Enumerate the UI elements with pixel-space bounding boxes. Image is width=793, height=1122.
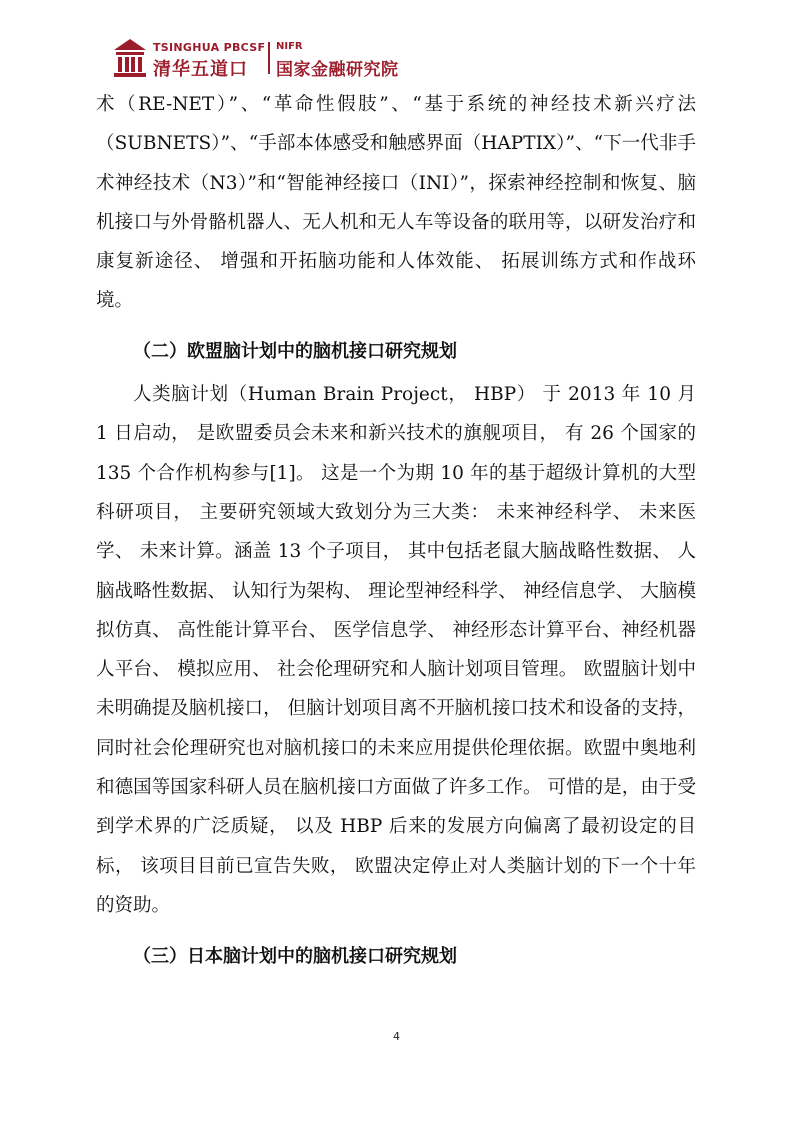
nifr-english: NIFR (276, 41, 303, 52)
paragraph-hbp: 人类脑计划（Human Brain Project， HBP） 于 2013 年 10 月 1 日启动， 是欧盟委员会未来和新兴技术的旗舰项目， 有 26 个国家的 135 个合作机构参与[1]。 这是一个为期 10 年的基于超级计算机的大型科研项目， 主要研究领域大致划分为三大类： 未来神经科学、 未来医学、 未来计算。涵盖 13 个子项目， 其中包括老鼠大脑战略性数据、 人脑战略性数据、 认知行为架构、 理论型神经科学、 神经信息学、 大脑模拟仿真、 高性能计算平台、 医学信息学、 神经形态计算平台、神经机器人平台、 模拟应用、 社会伦理研究和人脑计划项目管理。 欧盟脑计划中未明确提及脑机接口， 但脑计划项目离不开脑机接口技术和设备的支持， 同时社会伦理研究也对脑机接口的未来应用提供伦理依据。欧盟中奥地利和德国等国家科研人员在脑机接口方面做了许多工作。 可惜的是，由于受到学术界的广泛质疑， 以及 HBP 后来的发展方向偏离了最初设定的目标， 该项目目前已宣告失败， 欧盟决定停止对人类脑计划的下一个十年的资助。 (96, 384, 696, 916)
document-body (96, 85, 696, 977)
page-number: 4 (393, 1030, 400, 1043)
section-heading-eu: （二）欧盟脑计划中的脑机接口研究规划 (133, 340, 457, 362)
page-header (113, 38, 433, 78)
logo-chinese: 清华五道口 (153, 59, 248, 80)
paragraph-darpa-continued: 术（RE-NET）”、“革命性假肢”、“基于系统的神经技术新兴疗法（SUBNETS）”、“手部本体感受和触感界面（HAPTIX）”、“下一代非手术神经技术（N3）”和“智能神经接口（INI）”，探索神经控制和恢复、脑机接口与外骨骼机器人、无人机和无人车等设备的联用等，以研发治疗和康复新途径、 增强和开拓脑功能和人体效能、 拓展训练方式和作战环境。 (96, 94, 696, 312)
section-heading-japan: （三）日本脑计划中的脑机接口研究规划 (133, 946, 457, 968)
nifr-chinese: 国家金融研究院 (276, 60, 399, 80)
logo-english: TSINGHUA PBCSF (153, 41, 266, 54)
header-divider (268, 42, 270, 74)
tsinghua-gate-icon (113, 38, 147, 78)
